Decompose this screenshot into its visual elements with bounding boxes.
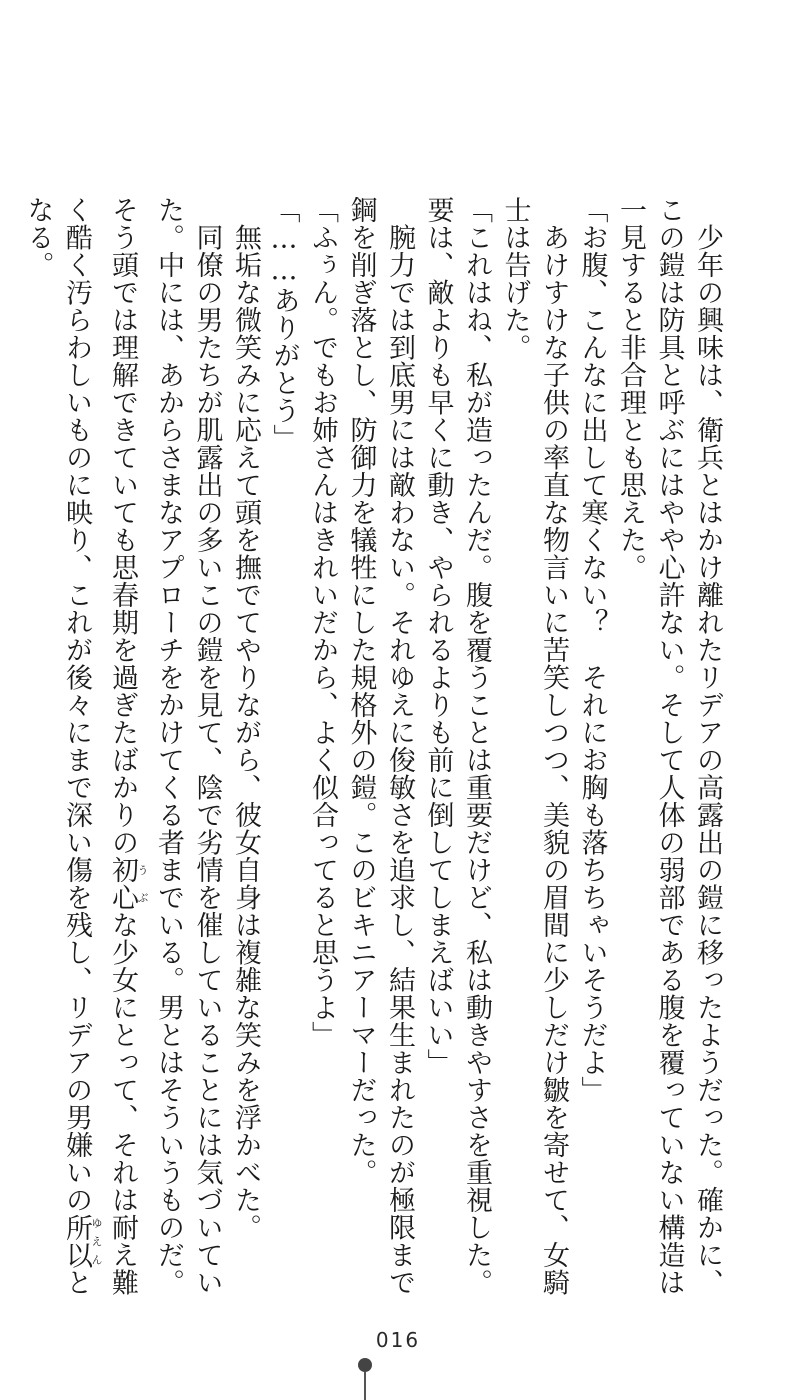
ruby-ubu bbox=[107, 856, 149, 911]
text-line-7: 「これはね、私が造ったんだ。腹を覆うことは重要だけど、私は動きやすさを重視した。 bbox=[461, 196, 492, 1296]
text-line-15: た。中には、あからさまなアプローチをかけてくる者までいる。男とはそういうものだ。 bbox=[153, 196, 184, 1296]
text-line-6: 士は告げた。 bbox=[499, 196, 531, 361]
text-line-4: 「お腹、こんなに出して寒くない？ それにお胸も落ちちゃいそうだよ」 bbox=[576, 196, 608, 1104]
text-line-16 bbox=[103, 196, 149, 1346]
text-line-12: 「……ありがとう」 bbox=[268, 196, 300, 452]
vertical-text-block bbox=[18, 196, 726, 1346]
ruby-yuen-reading: ゆえん bbox=[90, 1213, 103, 1269]
page-number: 016 bbox=[375, 1328, 421, 1352]
text-line-2: この鎧は防具と呼ぶにはやや心許ない。そして人体の弱部である腹を覆っていない構造は bbox=[653, 196, 685, 1296]
text-line-16-part-1: そう頭では理解できていても思春期を過ぎたばかりの bbox=[107, 196, 138, 856]
ruby-yuen bbox=[61, 1213, 103, 1269]
text-line-1: 少年の興味は、衛兵とはかけ離れたリデアの高露出の鎧に移ったようだった。確かに、 bbox=[692, 196, 723, 1296]
text-line-17-part-2: と bbox=[61, 1268, 92, 1296]
text-line-5: あけすけな子供の率直な物言いに苦笑しつつ、美貌の眉間に少しだけ皺を寄せて、女騎 bbox=[538, 196, 569, 1296]
page-number-rule bbox=[364, 1372, 366, 1400]
text-line-17-part-1: く酷く汚らわしいものに映り、これが後々にまで深い傷を残し、リデアの男嫌いの bbox=[61, 196, 92, 1214]
text-line-10: 鋼を削ぎ落とし、防御力を犠牲にした規格外の鎧。このビキニアーマーだった。 bbox=[345, 196, 377, 1186]
ruby-yuen-base: 所以 bbox=[61, 1213, 92, 1269]
text-line-11: 「ふぅん。でもお姉さんはきれいだから、よく似合ってると思うよ」 bbox=[307, 196, 338, 1049]
text-line-13: 無垢な微笑みに応えて頭を撫でてやりながら、彼女自身は複雑な笑みを浮かべた。 bbox=[230, 196, 261, 1241]
text-line-3: 一見すると非合理とも思えた。 bbox=[615, 196, 646, 581]
ruby-ubu-reading: うぶ bbox=[136, 856, 149, 911]
text-line-14: 同僚の男たちが肌露出の多いこの鎧を見て、陰で劣情を催していることには気づいてい bbox=[191, 196, 223, 1296]
ruby-ubu-base: 初心 bbox=[107, 856, 138, 911]
text-line-18: なる。 bbox=[22, 196, 54, 279]
text-line-17 bbox=[57, 196, 103, 1346]
text-line-16-part-2: な少女にとって、それは耐え難 bbox=[107, 911, 138, 1296]
text-line-8: 要は、敵よりも早くに動き、やられるよりも前に倒してしまえばいい」 bbox=[422, 196, 454, 1076]
text-line-9: 腕力では到底男には敵わない。それゆえに俊敏さを追求し、結果生まれたのが極限まで bbox=[384, 196, 415, 1296]
page-number-dot bbox=[358, 1358, 372, 1372]
